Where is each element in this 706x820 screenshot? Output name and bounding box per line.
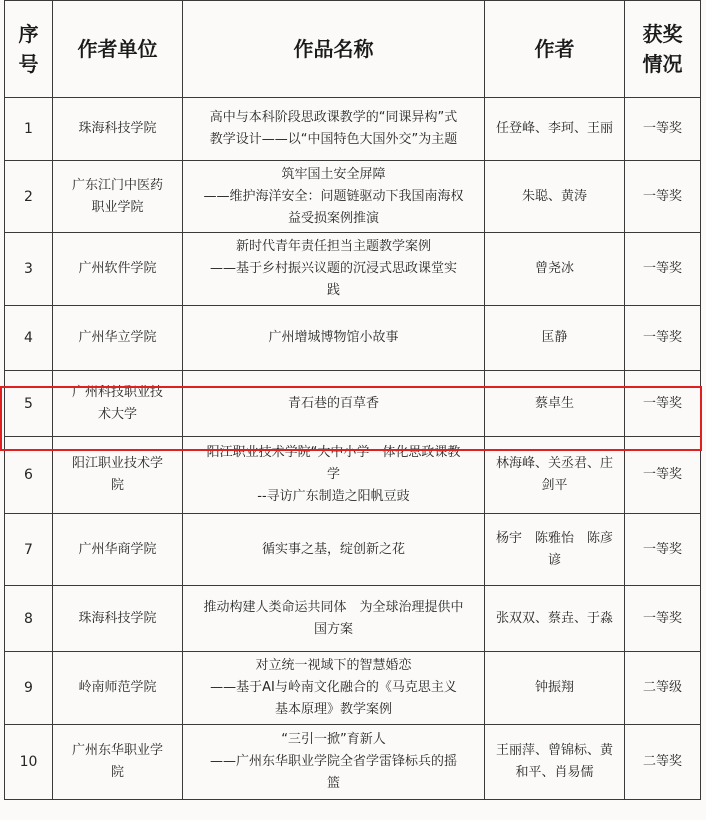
row-award-cell: 一等奖	[625, 514, 701, 586]
unit-line: 阳江职业技术学	[71, 456, 163, 471]
work-line: 广州增城博物馆小故事	[268, 330, 399, 345]
row-work-cell	[183, 161, 485, 233]
row-work-cell	[183, 586, 485, 652]
author-line: 张双双、蔡垚、于淼	[495, 610, 613, 626]
row-unit-cell	[53, 161, 183, 233]
unit-line: 术大学	[97, 406, 137, 422]
header-author: 作者	[485, 1, 625, 98]
row-award-cell: 一等奖	[625, 437, 701, 514]
header-unit: 作者单位	[53, 1, 183, 98]
header-index	[5, 1, 53, 98]
row-unit-cell	[53, 371, 183, 437]
work-line: ——基于乡村振兴议题的沉浸式思政课堂实	[209, 261, 457, 276]
unit-line: 院	[110, 765, 124, 780]
unit-line: 广州东华职业学	[71, 743, 163, 758]
author-line: 和平、肖易儒	[515, 765, 594, 780]
row-award-cell: 一等奖	[625, 233, 701, 306]
row-author-cell	[485, 437, 625, 514]
work-line: 教学设计——以“中国特色大国外交”为主题	[209, 132, 458, 147]
row-index-cell: 5	[5, 371, 53, 437]
author-line: 林海峰、关丞君、庄	[495, 456, 613, 471]
author-line: 钟振翔	[534, 680, 574, 695]
author-line: 朱聪、黄涛	[521, 188, 587, 204]
row-unit-cell	[53, 437, 183, 514]
author-line: 王丽萍、曾锦标、黄	[495, 743, 613, 758]
row-index-cell: 7	[5, 514, 53, 586]
table-header	[5, 1, 701, 98]
row-work-cell	[183, 514, 485, 586]
unit-line: 院	[110, 478, 124, 493]
row-award-cell: 一等奖	[625, 306, 701, 371]
work-line: “三引一掀”育新人	[281, 732, 386, 747]
table-row	[5, 586, 701, 652]
row-index-cell: 2	[5, 161, 53, 233]
table-row	[5, 233, 701, 306]
work-line: ——广州东华职业学院全省学雷锋标兵的摇	[209, 754, 457, 769]
table-row	[5, 371, 701, 437]
table-row	[5, 652, 701, 725]
work-line: --寻访广东制造之阳帆豆豉	[257, 489, 410, 504]
row-unit-cell	[53, 652, 183, 725]
author-line: 任登峰、李珂、王丽	[495, 121, 613, 136]
row-author-cell	[485, 725, 625, 800]
row-index-cell: 10	[5, 725, 53, 800]
row-index-cell: 4	[5, 306, 53, 371]
row-unit-cell	[53, 306, 183, 371]
table-row	[5, 306, 701, 371]
work-line: 青石巷的百草香	[287, 395, 379, 411]
row-index-cell: 3	[5, 233, 53, 306]
work-line: 筑牢国土安全屏障	[281, 166, 386, 182]
author-line: 杨宇 陈雅怡 陈彦	[495, 530, 613, 546]
header-award-line1: 获奖	[642, 22, 683, 46]
row-index-cell: 1	[5, 98, 53, 161]
table-row	[5, 98, 701, 161]
row-author-cell	[485, 306, 625, 371]
row-unit-cell	[53, 233, 183, 306]
row-award-cell: 二等奖	[625, 725, 701, 800]
header-row	[5, 1, 701, 98]
author-line: 谚	[547, 552, 561, 568]
work-line: 践	[326, 283, 340, 298]
unit-line: 广州华商学院	[78, 541, 157, 557]
work-line: ——基于AI与岭南文化融合的《马克思主义	[210, 680, 457, 695]
row-author-cell	[485, 371, 625, 437]
row-award-cell: 一等奖	[625, 161, 701, 233]
unit-line: 珠海科技学院	[78, 610, 157, 626]
header-index-line1: 序	[18, 22, 39, 46]
work-line: 学	[326, 467, 340, 482]
author-line: 蔡卓生	[534, 395, 574, 411]
table-row	[5, 161, 701, 233]
work-line: 对立统一视域下的智慧婚恋	[255, 658, 412, 673]
row-unit-cell	[53, 514, 183, 586]
work-line: 益受损案例推演	[287, 210, 379, 226]
author-line: 曾尧冰	[534, 261, 574, 276]
work-line: 高中与本科阶段思政课教学的“同课异构”式	[209, 110, 458, 125]
work-line: 国方案	[313, 621, 353, 637]
row-award-cell: 一等奖	[625, 586, 701, 652]
unit-line: 广州华立学院	[78, 330, 157, 345]
work-line: ——维护海洋安全：问题链驱动下我国南海权	[203, 188, 464, 204]
row-author-cell	[485, 161, 625, 233]
header-index-line2: 号	[18, 52, 39, 76]
header-work: 作品名称	[183, 1, 485, 98]
unit-line: 广州软件学院	[78, 261, 157, 276]
row-author-cell	[485, 586, 625, 652]
unit-line: 广州科技职业技	[71, 384, 163, 400]
row-unit-cell	[53, 586, 183, 652]
work-line: 阳江职业技术学院“大中小学一体化思政课教	[206, 445, 461, 460]
work-line: 循实事之基，绽创新之花	[261, 541, 405, 557]
unit-line: 珠海科技学院	[78, 121, 157, 136]
row-work-cell	[183, 371, 485, 437]
table-row	[5, 514, 701, 586]
work-line: 推动构建人类命运共同体 为全球治理提供中	[203, 599, 464, 615]
table-body	[5, 98, 701, 800]
row-author-cell	[485, 98, 625, 161]
work-line: 基本原理》教学案例	[274, 702, 392, 717]
row-index-cell: 9	[5, 652, 53, 725]
unit-line: 职业学院	[91, 199, 144, 215]
row-work-cell	[183, 437, 485, 514]
row-work-cell	[183, 233, 485, 306]
award-table	[4, 0, 701, 800]
row-author-cell	[485, 514, 625, 586]
row-award-cell: 一等奖	[625, 371, 701, 437]
row-work-cell	[183, 725, 485, 800]
row-index-cell: 6	[5, 437, 53, 514]
work-line: 篮	[326, 776, 340, 791]
row-author-cell	[485, 652, 625, 725]
header-award	[625, 1, 701, 98]
row-work-cell	[183, 652, 485, 725]
author-line: 剑平	[541, 478, 568, 493]
work-line: 新时代青年责任担当主题教学案例	[235, 239, 431, 254]
unit-line: 广东江门中医药	[71, 177, 163, 193]
row-work-cell	[183, 306, 485, 371]
header-award-line2: 情况	[642, 52, 683, 76]
row-work-cell	[183, 98, 485, 161]
row-unit-cell	[53, 725, 183, 800]
table-row	[5, 725, 701, 800]
table-row	[5, 437, 701, 514]
row-author-cell	[485, 233, 625, 306]
row-index-cell: 8	[5, 586, 53, 652]
unit-line: 岭南师范学院	[78, 680, 157, 695]
author-line: 匡静	[541, 330, 568, 345]
row-unit-cell	[53, 98, 183, 161]
row-award-cell: 一等奖	[625, 98, 701, 161]
row-award-cell: 二等级	[625, 652, 701, 725]
